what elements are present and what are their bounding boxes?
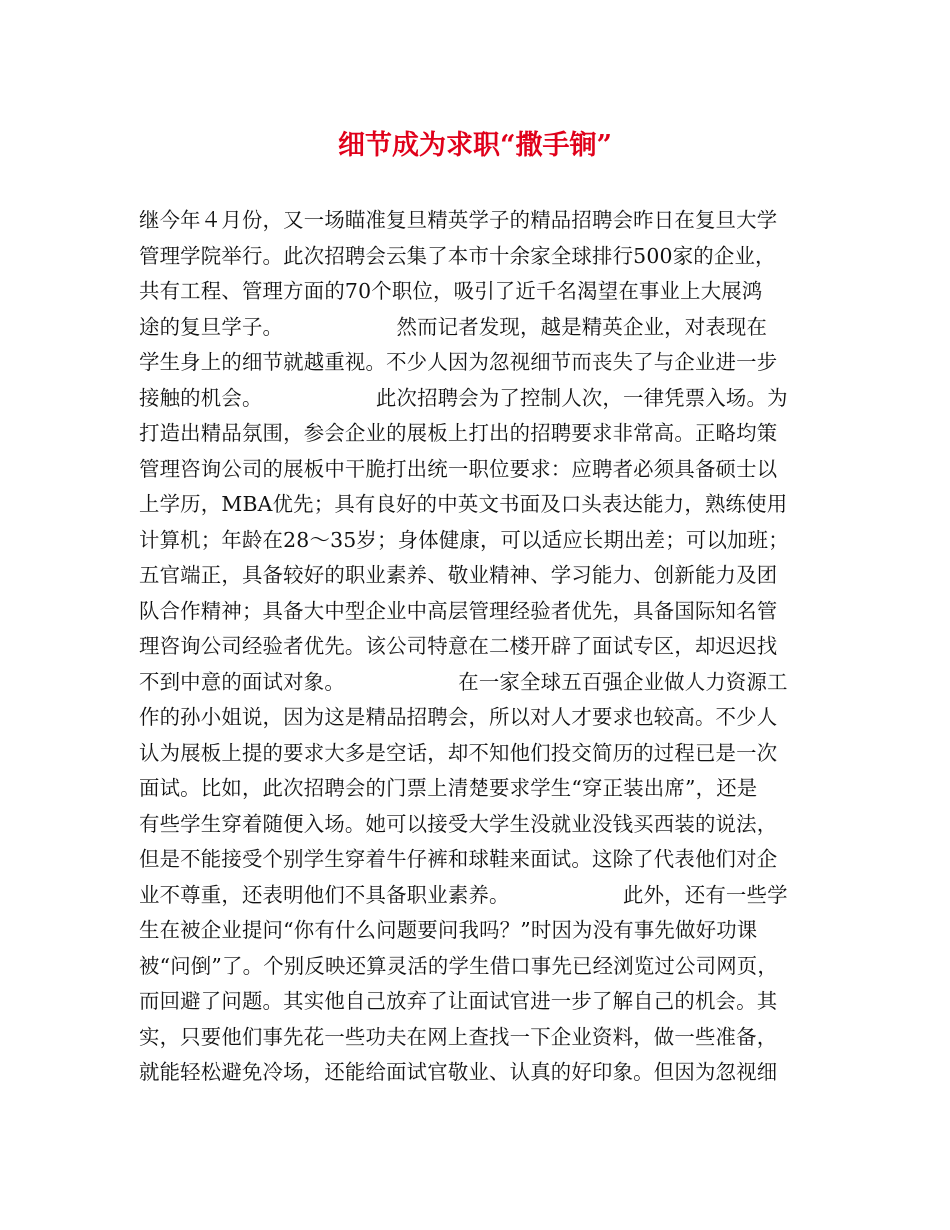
body-line: 管理学院举行。此次招聘会云集了本市十余家全球排行500家的企业， (139, 243, 776, 268)
body-line: 队合作精神；具备大中型企业中高层管理经验者优先，具备国际知名管 (139, 598, 778, 623)
body-line: 上学历，MBA优先；具有良好的中英文书面及口头表达能力，熟练使用 (139, 492, 788, 516)
body-line: 接触的机会。 此次招聘会为了控制人次，一律凭票入场。为 (139, 385, 788, 410)
body-line: 打造出精品氛围，参会企业的展板上打出的招聘要求非常高。正略均策 (139, 421, 778, 445)
body-line: 途的复旦学子。 然而记者发现，越是精英企业，对表现在 (139, 314, 768, 339)
body-line: 认为展板上提的要求大多是空话，却不知他们投交简历的过程已是一次 (139, 740, 778, 765)
body-line: 面试。比如，此次招聘会的门票上清楚要求学生“穿正装出席”，还是 (139, 776, 758, 800)
body-line: 但是不能接受个别学生穿着牛仔裤和球鞋来面试。这除了代表他们对企 (139, 847, 778, 871)
body-line: 实，只要他们事先花一些功夫在网上查找一下企业资料，做一些准备， (139, 1024, 778, 1049)
body-line: 而回避了问题。其实他自己放弃了让面试官进一步了解自己的机会。其 (139, 989, 778, 1013)
body-line: 业不尊重，还表明他们不具备职业素养。 此外，还有一些学 (139, 882, 788, 907)
document-title: 细节成为求职“撒手锏” (337, 130, 613, 161)
body-line: 学生身上的细节就越重视。不少人因为忽视细节而丧失了与企业进一步 (139, 350, 778, 374)
document-body (139, 203, 829, 1091)
body-line: 有些学生穿着随便入场。她可以接受大学生没就业没钱买西装的说法， (139, 811, 778, 836)
body-line: 继今年４月份，又一场瞄准复旦精英学子的精品招聘会昨日在复旦大学 (139, 208, 778, 232)
body-line: 管理咨询公司的展板中干脆打出统一职位要求：应聘者必须具备硕士以 (139, 456, 778, 481)
body-line: 计算机；年龄在28～35岁；身体健康，可以适应长期出差；可以加班； (139, 527, 789, 552)
body-line: 生在被企业提问“你有什么问题要问我吗？”时因为没有事先做好功课 (139, 918, 758, 942)
body-line: 五官端正，具备较好的职业素养、敬业精神、学习能力、创新能力及团 (139, 563, 778, 587)
body-line: 不到中意的面试对象。 在一家全球五百强企业做人力资源工 (139, 669, 788, 694)
body-line: 作的孙小姐说，因为这是精品招聘会，所以对人才要求也较高。不少人 (139, 705, 778, 729)
body-line: 共有工程、管理方面的70个职位，吸引了近千名渴望在事业上大展鸿 (139, 279, 763, 303)
body-line: 被“问倒”了。个别反映还算灵活的学生借口事先已经浏览过公司网页， (139, 953, 778, 978)
body-line: 就能轻松避免冷场，还能给面试官敬业、认真的好印象。但因为忽视细 (139, 1060, 778, 1084)
body-line: 理咨询公司经验者优先。该公司特意在二楼开辟了面试专区，却迟迟找 (139, 634, 778, 658)
